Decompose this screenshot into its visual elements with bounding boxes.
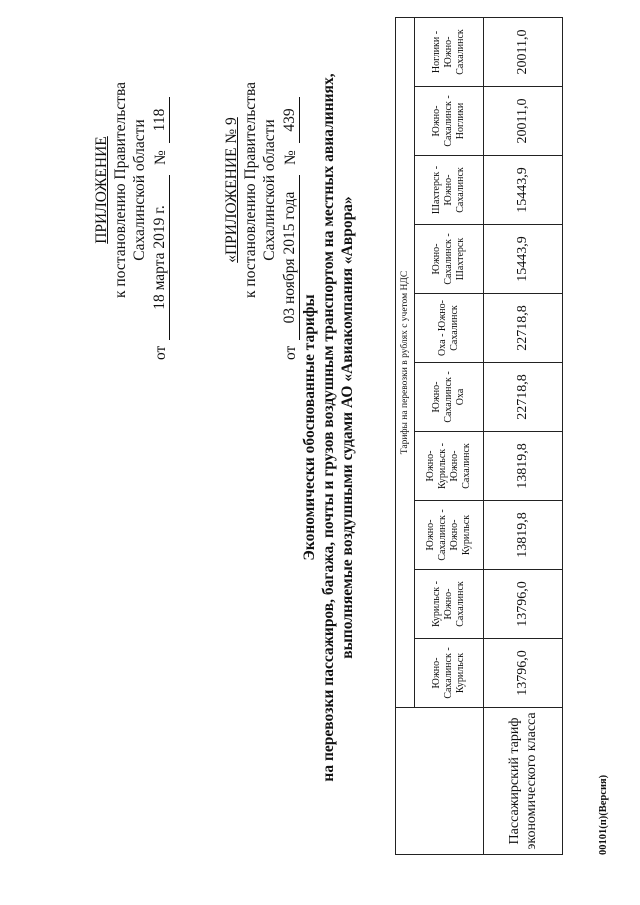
appendix-old-date: 03 ноября 2015 года xyxy=(280,175,300,340)
appendix-main-line2: Сахалинской области xyxy=(131,119,148,261)
route-header: Курильск - Южно-Сахалинск xyxy=(415,570,484,639)
tariff-value: 15443,9 xyxy=(484,225,563,294)
table-row xyxy=(484,18,563,855)
appendix-main-date: 18 марта 2019 г. xyxy=(150,175,170,340)
appendix-main-ot-label: от xyxy=(152,345,169,360)
appendix-old-line1: к постановлению Правительства xyxy=(242,82,259,298)
appendix-old-ref xyxy=(280,60,300,360)
tariff-value: 13819,8 xyxy=(484,501,563,570)
appendix-main-title: ПРИЛОЖЕНИЕ xyxy=(93,136,110,244)
row-label: Пассажирский тариф экономического класса xyxy=(484,708,563,855)
route-header: Южно-Сахалинск - Ноглики xyxy=(415,87,484,156)
route-header: Южно-Сахалинск - Курильск xyxy=(415,639,484,708)
tariff-value: 13796,0 xyxy=(484,639,563,708)
appendix-main-ref xyxy=(150,60,170,360)
tariff-value: 20011,0 xyxy=(484,18,563,87)
tariff-table xyxy=(395,17,563,855)
route-header: Южно-Сахалинск - Южно-Курильск xyxy=(415,501,484,570)
route-header: Шахтерск - Южно-Сахалинск xyxy=(415,156,484,225)
document-footer-code: 00101(п)(Версия) xyxy=(598,774,609,855)
table-header-row xyxy=(396,18,415,855)
appendix-old-number: 439 xyxy=(280,97,300,143)
tariff-value: 22718,8 xyxy=(484,363,563,432)
corner-cell xyxy=(396,708,484,855)
appendix-old-ot-label: от xyxy=(282,345,299,360)
appendix-old-line2: Сахалинской области xyxy=(261,119,278,261)
route-header: Южно-Курильск - Южно-Сахалинск xyxy=(415,432,484,501)
heading-line3: выполняемые воздушными судами АО «Авиакомпания «Аврора» xyxy=(339,196,356,659)
route-header: Ноглики - Южно-Сахалинск xyxy=(415,18,484,87)
tariff-value: 13819,8 xyxy=(484,432,563,501)
route-header: Южно-Сахалинск - Шахтерск xyxy=(415,225,484,294)
appendix-main xyxy=(92,60,170,360)
tariff-value: 22718,8 xyxy=(484,294,563,363)
heading-line1: Экономически обоснованные тарифы xyxy=(301,294,318,561)
heading-line2: на перевозки пассажиров, багажа, почты и грузов воздушным транспортом на местных авиалиниях, xyxy=(320,73,337,782)
document-heading xyxy=(300,40,357,815)
appendix-old xyxy=(222,60,300,360)
tariff-value: 15443,9 xyxy=(484,156,563,225)
group-header: Тарифы на перевозки в рублях с учетом НДС xyxy=(396,18,415,708)
route-header: Южно-Сахалинск - Оха xyxy=(415,363,484,432)
appendix-main-no-label: № xyxy=(152,150,169,165)
route-header: Оха - Южно-Сахалинск xyxy=(415,294,484,363)
tariff-value: 20011,0 xyxy=(484,87,563,156)
appendix-main-line1: к постановлению Правительства xyxy=(112,82,129,298)
appendix-old-no-label: № xyxy=(282,150,299,165)
appendix-old-title: «ПРИЛОЖЕНИЕ № 9 xyxy=(223,117,240,263)
tariff-value: 13796,0 xyxy=(484,570,563,639)
appendix-main-number: 118 xyxy=(150,97,170,143)
